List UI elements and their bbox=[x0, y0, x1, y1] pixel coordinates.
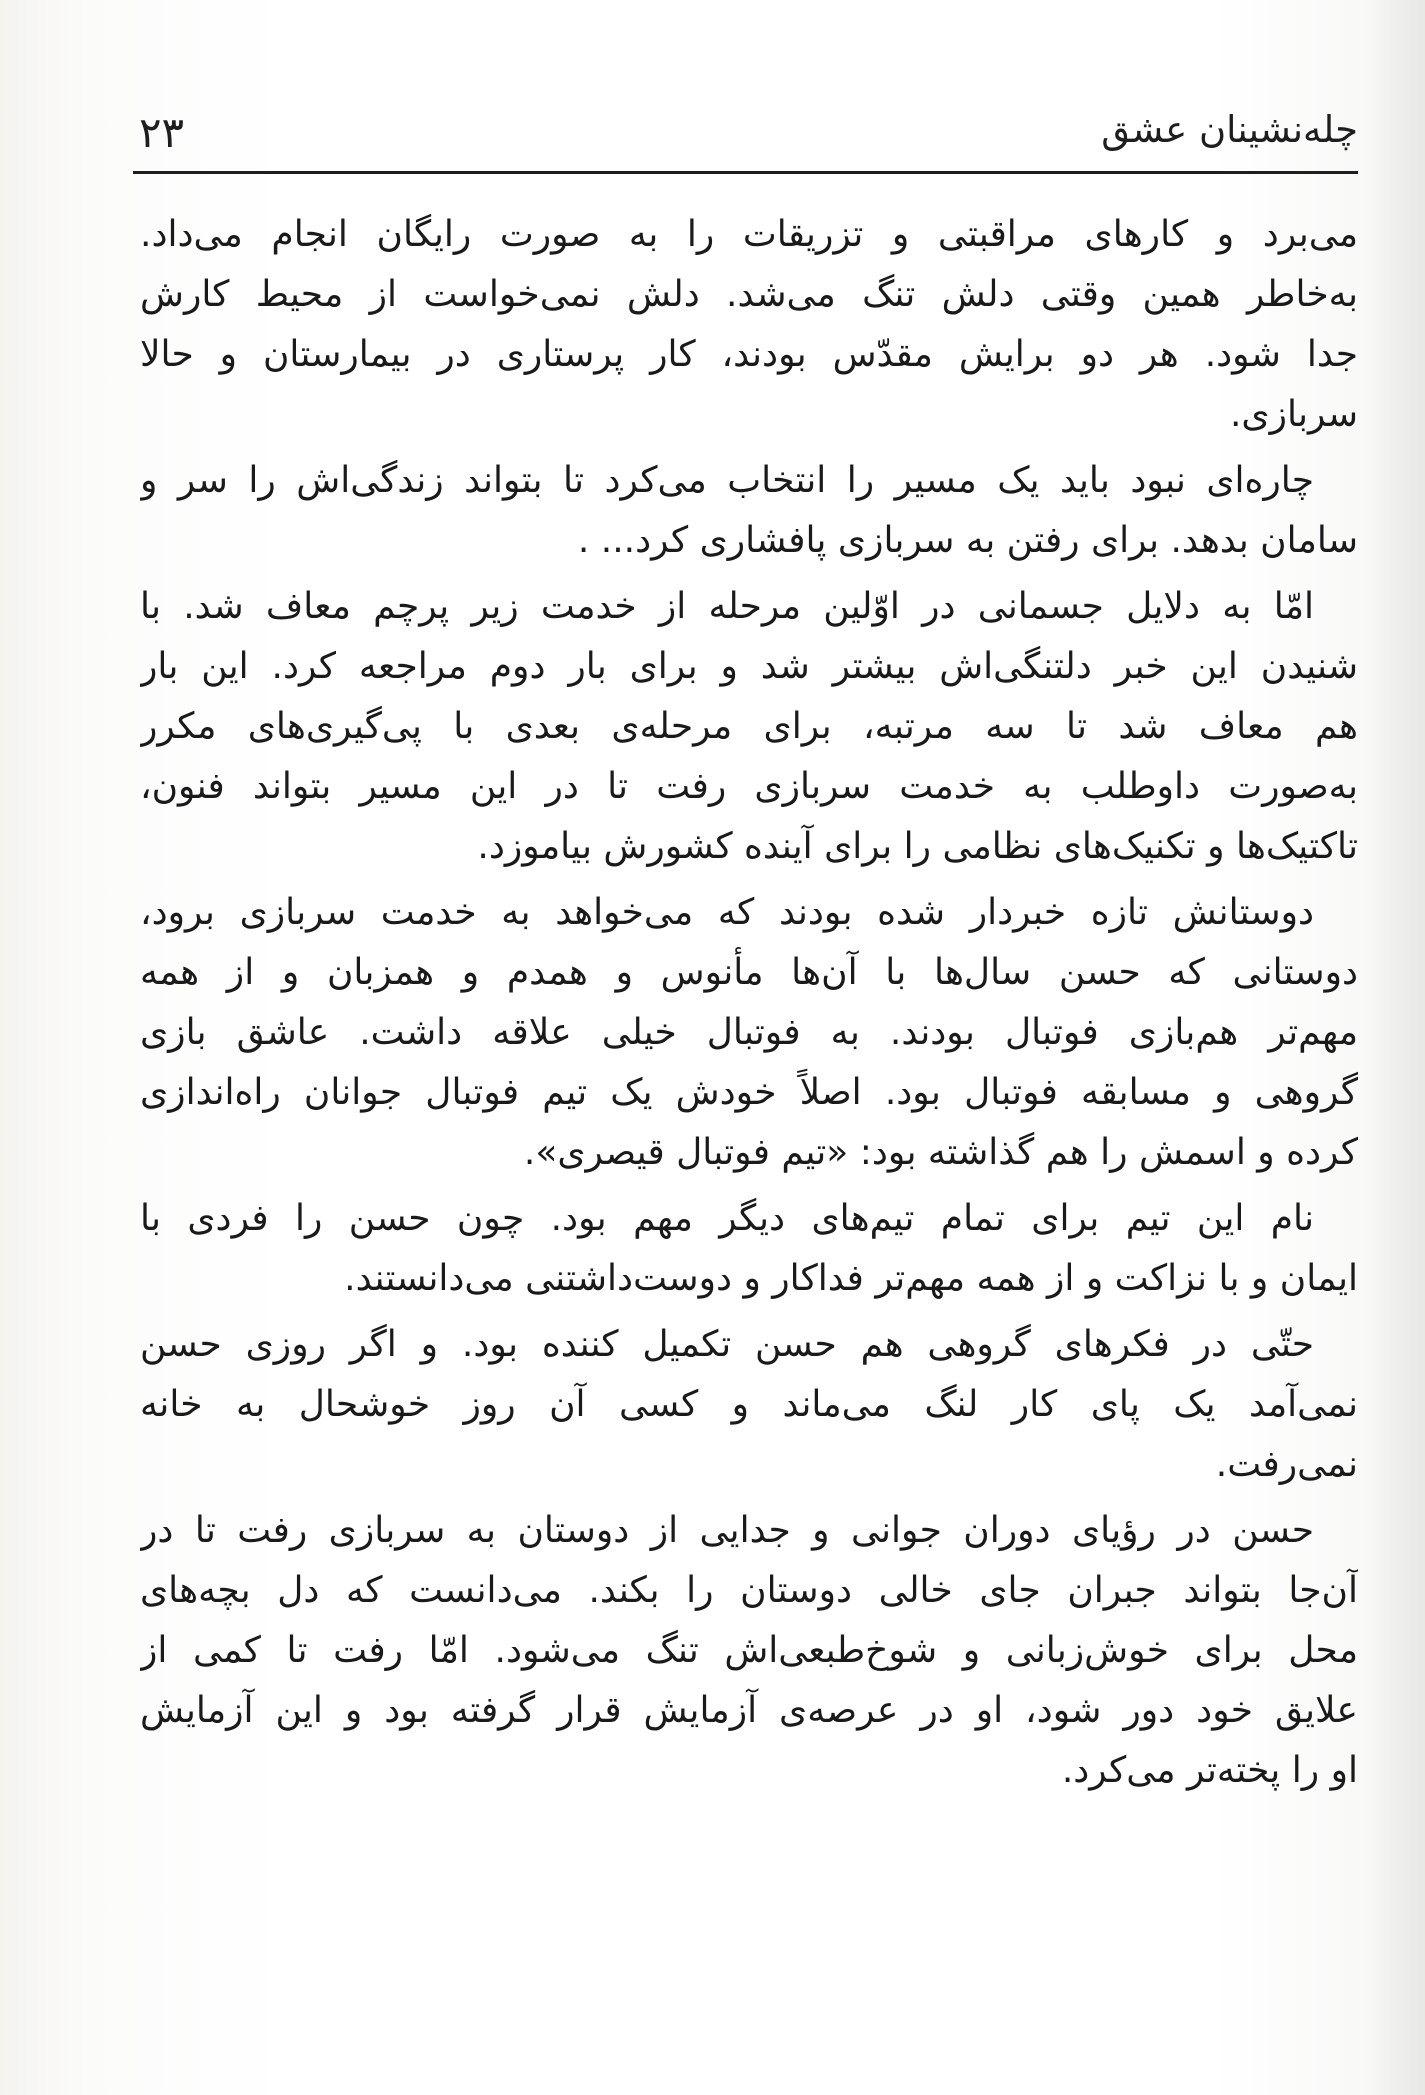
text-line: ایمان و با نزاکت و از همه مهم‌تر فداکار و دوست‌داشتنی می‌دانستند. bbox=[344, 1258, 1358, 1299]
text-line: نام این تیم برای تمام تیم‌های دیگر مهم بود. چون حسن را فردی با bbox=[140, 1198, 1314, 1239]
text-line: دوستانش تازه خبردار شده بودند که می‌خواهد به خدمت سربازی برود، bbox=[140, 892, 1314, 933]
text-line: می‌برد و کارهای مراقبتی و تزریقات را به صورت رایگان انجام می‌داد. bbox=[140, 214, 1358, 255]
page-edge-shadow bbox=[1365, 0, 1425, 2095]
text-line: دوستانی که حسن سال‌ها با آن‌ها مأنوس و همدم و همزبان و از همه bbox=[140, 952, 1358, 993]
text-line: سربازی. bbox=[1229, 394, 1358, 435]
text-line: تاکتیک‌ها و تکنیک‌های نظامی را برای آینده کشورش بیاموزد. bbox=[477, 826, 1358, 867]
text-line: نمی‌رفت. bbox=[1215, 1444, 1358, 1485]
text-line: او را پخته‌تر می‌کرد. bbox=[1061, 1750, 1358, 1791]
body-text bbox=[140, 205, 1358, 1807]
page-number: ۲۳ bbox=[139, 108, 185, 157]
text-line: شنیدن این خبر دلتنگی‌اش بیشتر شد و برای بار دوم مراجعه کرد. این بار bbox=[140, 646, 1358, 687]
paragraph-6 bbox=[140, 1315, 1358, 1495]
paragraph-2 bbox=[140, 451, 1358, 571]
text-line: به‌خاطر همین وقتی دلش تنگ می‌شد. دلش نمی‌خواست از محیط کارش bbox=[140, 274, 1358, 315]
text-line: گروهی و مسابقه فوتبال بود. اصلاً خودش یک تیم فوتبال جوانان راه‌اندازی bbox=[140, 1072, 1358, 1113]
text-line: علایق خود دور شود، او در عرصه‌ی آزمایش قرار گرفته بود و این آزمایش bbox=[140, 1690, 1358, 1731]
paragraph-1 bbox=[140, 205, 1358, 445]
text-line: حتّی در فکرهای گروهی هم حسن تکمیل کننده بود. و اگر روزی حسن bbox=[140, 1324, 1314, 1365]
text-line: سامان بدهد. برای رفتن به سربازی پافشاری کرد... . bbox=[577, 520, 1358, 561]
paragraph-3 bbox=[140, 577, 1358, 877]
text-line: به‌صورت داوطلب به خدمت سربازی رفت تا در این مسیر بتواند فنون، bbox=[140, 766, 1358, 807]
text-line: مهم‌تر هم‌بازی فوتبال بودند. به فوتبال خیلی علاقه داشت. عاشق بازی bbox=[140, 1012, 1358, 1053]
text-line: محل برای خوش‌زبانی و شوخ‌طبعی‌اش تنگ می‌شود. امّا رفت تا کمی از bbox=[140, 1630, 1358, 1671]
page-header bbox=[133, 100, 1358, 170]
paragraph-5 bbox=[140, 1189, 1358, 1309]
text-line: حسن در رؤیای دوران جوانی و جدایی از دوستان به سربازی رفت تا در bbox=[140, 1510, 1314, 1551]
text-line: امّا به دلایل جسمانی در اوّلین مرحله از خدمت زیر پرچم معاف شد. با bbox=[140, 586, 1314, 627]
text-line: آن‌جا بتواند جبران جای خالی دوستان را بکند. می‌دانست که دل بچه‌های bbox=[140, 1570, 1358, 1611]
paragraph-7 bbox=[140, 1501, 1358, 1801]
running-title: چله‌نشینان عشق bbox=[1101, 108, 1358, 151]
text-line: جدا شود. هر دو برایش مقدّس بودند، کار پرستاری در بیمارستان و حالا bbox=[140, 334, 1358, 375]
text-line: نمی‌آمد یک پای کار لنگ می‌ماند و کسی آن روز خوشحال به خانه bbox=[140, 1384, 1358, 1425]
header-rule bbox=[133, 171, 1358, 174]
paragraph-4 bbox=[140, 883, 1358, 1183]
text-line: چاره‌ای نبود باید یک مسیر را انتخاب می‌کرد تا بتواند زندگی‌اش را سر و bbox=[140, 460, 1314, 501]
text-line: هم معاف شد تا سه مرتبه، برای مرحله‌ی بعدی با پی‌گیری‌های مکرر bbox=[140, 706, 1358, 747]
text-line: کرده و اسمش را هم گذاشته بود: «تیم فوتبال قیصری». bbox=[523, 1132, 1358, 1173]
